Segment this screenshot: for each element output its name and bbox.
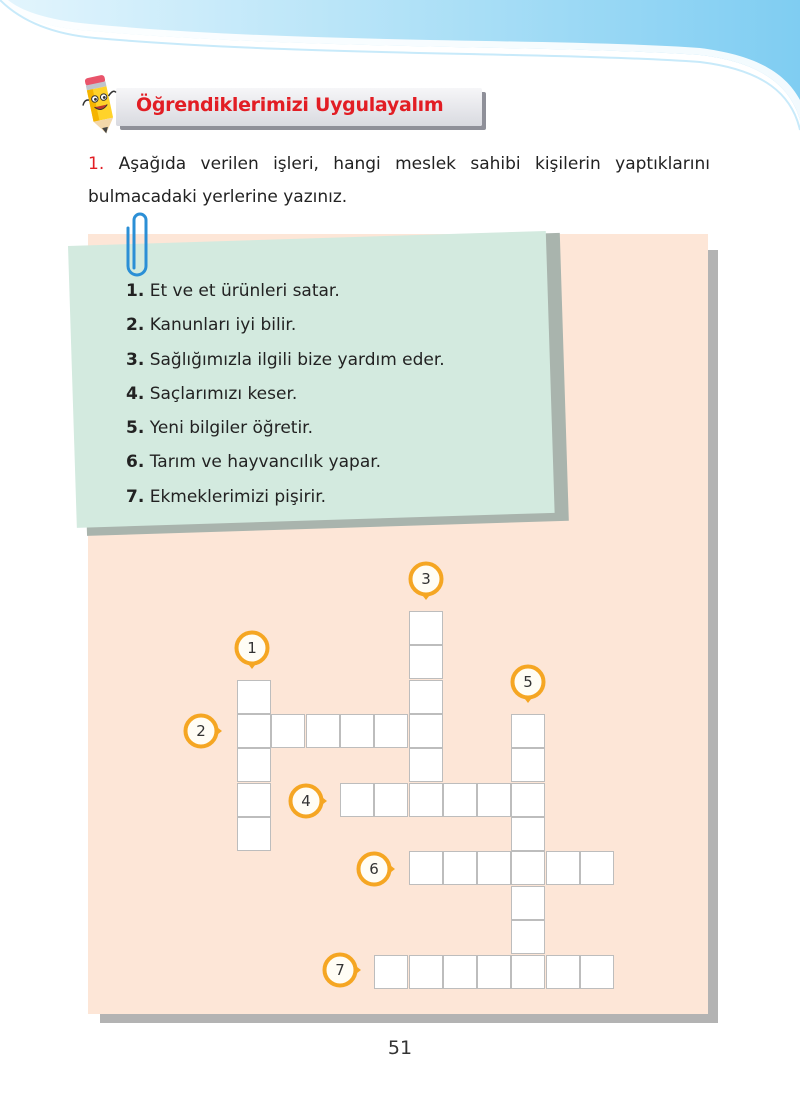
marker-label: 7 xyxy=(335,961,345,979)
crossword-cell[interactable] xyxy=(271,714,305,748)
clue-number: 6. xyxy=(126,452,145,473)
crossword-cell[interactable] xyxy=(546,851,580,885)
clue-text: Sağlığımızla ilgili bize yardım eder. xyxy=(149,349,445,370)
clue-marker-2 xyxy=(179,709,223,753)
crossword-cell[interactable] xyxy=(409,783,443,817)
crossword-cell[interactable] xyxy=(409,645,443,679)
crossword-cell[interactable] xyxy=(477,851,511,885)
crossword-cell[interactable] xyxy=(409,748,443,782)
clue-text: Et ve et ürünleri satar. xyxy=(149,281,340,301)
crossword-cell[interactable] xyxy=(237,748,271,782)
clue-marker-7 xyxy=(318,948,362,992)
clue-number: 3. xyxy=(126,349,145,370)
crossword-cell[interactable] xyxy=(477,783,511,817)
crossword-cell[interactable] xyxy=(580,955,614,989)
crossword-cell[interactable] xyxy=(374,714,408,748)
crossword-cell[interactable] xyxy=(306,714,340,748)
crossword-cell[interactable] xyxy=(237,714,271,748)
clue-marker-1 xyxy=(230,626,274,670)
clue-marker-5 xyxy=(506,660,550,704)
crossword-cell[interactable] xyxy=(443,955,477,989)
crossword-cell[interactable] xyxy=(409,955,443,989)
clue-text: Tarım ve hayvancılık yapar. xyxy=(149,452,382,473)
clue-text: Saçlarımızı keser. xyxy=(149,383,298,404)
crossword-cell[interactable] xyxy=(443,851,477,885)
clue-marker-6 xyxy=(352,847,396,891)
crossword-cell[interactable] xyxy=(237,783,271,817)
clue-number: 2. xyxy=(126,315,145,336)
crossword-cell[interactable] xyxy=(511,851,545,885)
crossword-cell[interactable] xyxy=(511,817,545,851)
marker-label: 5 xyxy=(523,673,533,691)
exercise-instruction-text: Aşağıda verilen işleri, hangi meslek sahibi kişilerin yaptıklarını bulmacadaki yerlerine yazınız. xyxy=(88,154,710,207)
marker-label: 3 xyxy=(421,570,431,588)
clue-number: 4. xyxy=(126,383,145,404)
crossword-cell[interactable] xyxy=(409,680,443,714)
crossword-cell[interactable] xyxy=(511,783,545,817)
crossword-cell[interactable] xyxy=(340,714,374,748)
crossword-cell[interactable] xyxy=(580,851,614,885)
crossword-cell[interactable] xyxy=(340,783,374,817)
clue-number: 1. xyxy=(126,281,145,301)
crossword-cell[interactable] xyxy=(511,748,545,782)
crossword-cell[interactable] xyxy=(374,783,408,817)
crossword-cell[interactable] xyxy=(409,714,443,748)
marker-label: 2 xyxy=(196,722,206,740)
marker-label: 4 xyxy=(301,792,311,810)
crossword-cell[interactable] xyxy=(511,920,545,954)
clue-marker-3 xyxy=(404,557,448,601)
exercise-number: 1. xyxy=(88,154,105,174)
crossword-cell[interactable] xyxy=(409,611,443,645)
clue-text: Yeni bilgiler öğretir. xyxy=(149,418,314,439)
clue-text: Kanunları iyi bilir. xyxy=(149,315,297,336)
clue-number: 5. xyxy=(126,418,145,439)
crossword-cell[interactable] xyxy=(511,714,545,748)
crossword-cell[interactable] xyxy=(409,851,443,885)
crossword-cell[interactable] xyxy=(237,680,271,714)
crossword-cell[interactable] xyxy=(511,955,545,989)
clue-text: Ekmeklerimizi pişirir. xyxy=(149,486,327,507)
clue-number: 7. xyxy=(126,486,145,507)
page-number: 51 xyxy=(387,1037,413,1059)
marker-label: 6 xyxy=(369,860,379,878)
clue-marker-4 xyxy=(284,779,328,823)
marker-label: 1 xyxy=(247,639,257,657)
crossword-cell[interactable] xyxy=(511,886,545,920)
crossword-cell[interactable] xyxy=(546,955,580,989)
crossword-cell[interactable] xyxy=(374,955,408,989)
crossword-cell[interactable] xyxy=(237,817,271,851)
section-title: Öğrendiklerimizi Uygulayalım xyxy=(136,94,444,116)
crossword-cell[interactable] xyxy=(477,955,511,989)
crossword-cell[interactable] xyxy=(443,783,477,817)
